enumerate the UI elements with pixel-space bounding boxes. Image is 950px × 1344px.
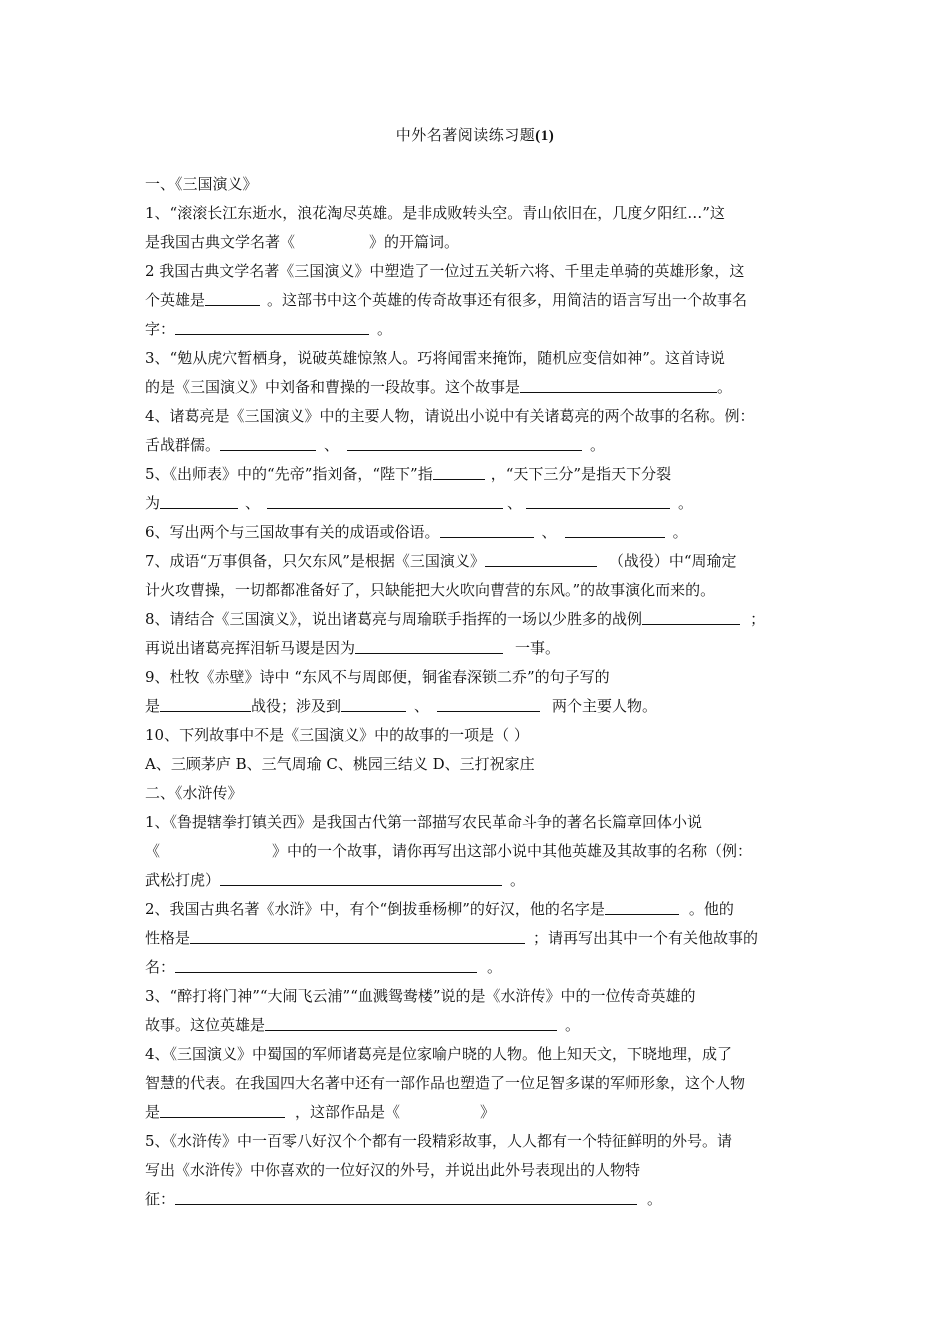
answer-blank[interactable] [175, 1188, 637, 1205]
q9-line-2: 是 战役；涉及到 、 两个主要人物。 [145, 697, 658, 715]
s2-q1-line-3: 武松打虎） 。 [145, 871, 526, 889]
answer-blank[interactable] [485, 550, 597, 567]
q8-line-2: 再说出诸葛亮挥泪斩马谡是因为 一事。 [145, 639, 561, 657]
answer-blank[interactable] [220, 869, 502, 886]
answer-blank[interactable] [220, 434, 316, 451]
s2-q4-line-2: 智慧的代表。在我国四大名著中还有一部作品也塑造了一位足智多谋的军师形象，这个人物 [145, 1074, 746, 1092]
q1-line-1: 1、“滚滚长江东逝水，浪花淘尽英雄。是非成败转头空。青山依旧在，几度夕阳红…”这 [145, 204, 725, 222]
s2-q3-line-2: 故事。这位英雄是 。 [145, 1016, 581, 1034]
answer-blank[interactable] [440, 521, 534, 538]
answer-blank[interactable] [160, 492, 238, 509]
s2-q2-line-1: 2、我国古典名著《水浒》中，有个“倒拔垂杨柳”的好汉，他的名字是 。他的 [145, 900, 734, 918]
q3-line-2: 的是《三国演义》中刘备和曹操的一段故事。这个故事是 。 [145, 378, 733, 396]
q2-line-3: 字： 。 [145, 320, 393, 338]
s2-q1-line-2: 《 》中的一个故事，请你再写出这部小说中其他英雄及其故事的名称（例： [145, 842, 753, 860]
q5-line-2: 为 、 、 。 [145, 494, 694, 512]
answer-blank[interactable] [160, 1101, 285, 1118]
page-title [0, 124, 950, 145]
s2-q3-line-1: 3、“醉打将门神”“大闹飞云浦”“血溅鸳鸯楼”说的是《水浒传》中的一位传奇英雄的 [145, 987, 696, 1005]
section-heading-sanguo: 一、《三国演义》 [145, 175, 258, 193]
q8-line-1: 8、请结合《三国演义》，说出诸葛亮与周瑜联手指挥的一场以少胜多的战例 ； [145, 610, 766, 628]
section-heading-shuihu: 二、《水浒传》 [145, 784, 243, 802]
q3-line-1: 3、“勉从虎穴暂栖身，说破英雄惊煞人。巧将闻雷来掩饰，随机应变信如神”。这首诗说 [145, 349, 725, 367]
q5-line-1: 5、《出师表》中的“先帝”指刘备，“陛下”指 ，“天下三分”是指天下分裂 [145, 465, 672, 483]
answer-blank[interactable] [565, 521, 665, 538]
s2-q2-line-3: 名： 。 [145, 958, 503, 976]
s2-q5-line-2: 写出《水浒传》中你喜欢的一位好汉的外号，并说出此外号表现出的人物特 [145, 1161, 641, 1179]
s2-q4-line-1: 4、《三国演义》中蜀国的军师诸葛亮是位家喻户晓的人物。他上知天文，下晓地理，成了 [145, 1045, 733, 1063]
answer-blank[interactable] [526, 492, 670, 509]
answer-blank[interactable] [520, 376, 717, 393]
s2-q5-line-1: 5、《水浒传》中一百零八好汉个个都有一段精彩故事，人人都有一个特征鲜明的外号。请 [145, 1132, 733, 1150]
worksheet-body [145, 170, 810, 1214]
answer-blank[interactable] [433, 463, 485, 480]
q4-line-2: 舌战群儒。 、 。 [145, 436, 606, 454]
s2-q1-line-1: 1、《鲁提辖拳打镇关西》是我国古代第一部描写农民革命斗争的著名长篇章回体小说 [145, 813, 703, 831]
q9-line-1: 9、杜牧《赤壁》诗中 “东风不与周郎便，铜雀春深锁二乔”的句子写的 [145, 668, 610, 686]
title-number: (1) [535, 128, 555, 144]
answer-blank[interactable] [347, 434, 582, 451]
answer-blank[interactable] [437, 695, 540, 712]
answer-blank[interactable] [341, 695, 406, 712]
answer-blank[interactable] [190, 927, 525, 944]
answer-blank[interactable] [295, 231, 369, 247]
q7-line-2: 计火攻曹操，一切都都准备好了，只缺能把大火吹向曹营的东风。”的故事演化而来的。 [145, 581, 716, 599]
answer-blank[interactable] [205, 289, 260, 306]
answer-blank[interactable] [400, 1101, 480, 1117]
answer-blank[interactable] [605, 898, 679, 915]
answer-blank[interactable] [175, 956, 477, 973]
title-text: 中外名著阅读练习题 [395, 126, 536, 144]
q4-line-1: 4、诸葛亮是《三国演义》中的主要人物，请说出小说中有关诸葛亮的两个故事的名称。例： [145, 407, 755, 425]
s2-q5-line-3: 征： 。 [145, 1190, 663, 1208]
answer-blank[interactable] [355, 637, 503, 654]
q10-options: A、三顾茅庐 B、三气周瑜 C、桃园三结义 D、三打祝家庄 [145, 755, 535, 773]
q10-line-1: 10、下列故事中不是《三国演义》中的故事的一项是（ ） [145, 726, 529, 744]
answer-blank[interactable] [175, 318, 369, 335]
q2-line-1: 2 我国古典文学名著《三国演义》中塑造了一位过五关斩六将、千里走单骑的英雄形象，这 [145, 262, 745, 280]
answer-blank[interactable] [642, 608, 740, 625]
q7-line-1: 7、成语“万事俱备，只欠东风”是根据《三国演义》 （战役）中“周瑜定 [145, 552, 737, 570]
answer-blank[interactable] [267, 492, 503, 509]
answer-blank[interactable] [160, 695, 251, 712]
s2-q4-line-3: 是 ，这部作品是《 》 [145, 1103, 496, 1121]
q1-line-2: 是我国古典文学名著《 》的开篇词。 [145, 233, 460, 251]
answer-blank[interactable] [265, 1014, 557, 1031]
answer-blank[interactable] [160, 840, 272, 856]
q6-line-1: 6、写出两个与三国故事有关的成语或俗语。 、 。 [145, 523, 688, 541]
q2-line-2: 个英雄是 。这部书中这个英雄的传奇故事还有很多，用简洁的语言写出一个故事名 [145, 291, 748, 309]
s2-q2-line-2: 性格是 ；请再写出其中一个有关他故事的 [145, 929, 759, 947]
